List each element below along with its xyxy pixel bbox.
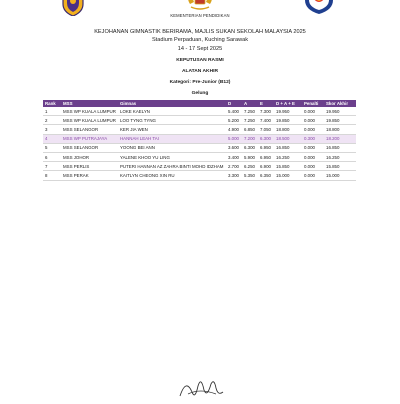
col-header-d: D	[226, 100, 242, 107]
cell-e: 6.300	[258, 134, 274, 143]
ministry-coat-of-arms-logo	[186, 0, 214, 12]
cell-a: 7.250	[242, 116, 258, 125]
cell-a: 6.300	[242, 143, 258, 152]
cell-penalty: 0.000	[302, 125, 324, 134]
cell-total: 18.800	[274, 125, 302, 134]
cell-d: 3.600	[226, 143, 242, 152]
col-header-rank: Rank	[43, 100, 61, 107]
cell-d: 5.400	[226, 107, 242, 116]
cell-e: 6.950	[258, 152, 274, 161]
table-row	[43, 152, 356, 161]
cell-rank: 1	[43, 107, 61, 116]
cell-gymnast: KER JIA WEN	[118, 125, 226, 134]
cell-mss: MSS PERLIS	[61, 162, 118, 171]
cell-final-score: 15.000	[324, 171, 356, 180]
cell-rank: 8	[43, 171, 61, 180]
cell-total: 18.500	[274, 134, 302, 143]
cell-mss: MSS PERAK	[61, 171, 118, 180]
cell-d: 5.200	[226, 116, 242, 125]
cell-total: 19.950	[274, 107, 302, 116]
cell-d: 5.000	[226, 134, 242, 143]
cell-final-score: 18.800	[324, 125, 356, 134]
cell-a: 6.850	[242, 125, 258, 134]
cell-gymnast: KAITLYN CHEONG XIN RU	[118, 171, 226, 180]
cell-penalty: 0.000	[302, 171, 324, 180]
event-name: Gelung	[191, 91, 209, 96]
cell-rank: 5	[43, 143, 61, 152]
col-header-total: D + A + E	[274, 100, 302, 107]
cell-e: 6.950	[258, 143, 274, 152]
cell-gymnast: LOKE KAELYN	[118, 107, 226, 116]
cell-e: 7.050	[258, 125, 274, 134]
table-row	[43, 143, 356, 152]
cell-e: 6.900	[258, 162, 274, 171]
cell-total: 19.850	[274, 116, 302, 125]
cell-penalty: 0.000	[302, 162, 324, 171]
table-row	[43, 116, 356, 125]
col-header-gymnast: Gimnas	[118, 100, 226, 107]
cell-penalty: 0.000	[302, 143, 324, 152]
table-row	[43, 134, 356, 143]
cell-final-score: 16.850	[324, 143, 356, 152]
cell-total: 16.250	[274, 152, 302, 161]
cell-mss: MSS SELANGOR	[61, 143, 118, 152]
cell-penalty: 0.000	[302, 152, 324, 161]
cell-final-score: 18.200	[324, 134, 356, 143]
cell-e: 7.300	[258, 107, 274, 116]
table-row	[43, 162, 356, 171]
cell-gymnast: PUTERI HANNAN AZ ZAHRA BINTI MOHD IDZHAM	[118, 162, 226, 171]
cell-e: 6.350	[258, 171, 274, 180]
cell-penalty: 0.000	[302, 107, 324, 116]
venue: Stadium Perpaduan, Kuching Sarawak	[151, 37, 249, 44]
cell-gymnast: HANNAH LEAH TAI	[118, 134, 226, 143]
results-table	[43, 100, 356, 181]
event-dates: 14 - 17 Sept 2025	[177, 45, 223, 52]
championship-title: KEJOHANAN GIMNASTIK BERIRAMA, MAJLIS SUKAN SEKOLAH MALAYSIA 2025	[94, 29, 306, 35]
cell-final-score: 19.950	[324, 107, 356, 116]
cell-final-score: 16.250	[324, 152, 356, 161]
cell-d: 3.400	[226, 152, 242, 161]
cell-gymnast: YALENE KHOO YU LING	[118, 152, 226, 161]
cell-mss: MSS WP KUALA LUMPUR	[61, 107, 118, 116]
cell-a: 7.250	[242, 107, 258, 116]
col-header-a: A	[242, 100, 258, 107]
cell-penalty: 0.300	[302, 134, 324, 143]
cell-a: 5.900	[242, 152, 258, 161]
table-header-row	[43, 100, 356, 107]
cell-gymnast: YOONG BEI ANN	[118, 143, 226, 152]
cell-d: 2.700	[226, 162, 242, 171]
apparatus-title: ALATAN AKHIR	[181, 69, 219, 74]
category-label: Kategori: Pre-Junior (B12)	[169, 80, 231, 85]
table-row	[43, 171, 356, 180]
cell-rank: 4	[43, 134, 61, 143]
cell-d: 3.300	[226, 171, 242, 180]
col-header-penalty: Penalti	[302, 100, 324, 107]
result-type: KEPUTUSAN RASMI	[176, 58, 224, 63]
col-header-mss: MSS	[61, 100, 118, 107]
col-header-final-score: Skor Akhir	[324, 100, 356, 107]
table-row	[43, 107, 356, 116]
cell-e: 7.400	[258, 116, 274, 125]
cell-rank: 7	[43, 162, 61, 171]
ministry-name: KEMENTERIAN PENDIDIKAN	[170, 13, 230, 18]
event-header	[0, 28, 400, 53]
cell-mss: MSS SELANGOR	[61, 125, 118, 134]
cell-total: 15.850	[274, 162, 302, 171]
cell-mss: MSS JOHOR	[61, 152, 118, 161]
sarawak-sports-logo	[303, 0, 335, 14]
cell-final-score: 19.850	[324, 116, 356, 125]
cell-rank: 6	[43, 152, 61, 161]
cell-mss: MSS WP PUTRAJAYA	[61, 134, 118, 143]
cell-a: 6.250	[242, 162, 258, 171]
table-row	[43, 125, 356, 134]
cell-total: 16.850	[274, 143, 302, 152]
cell-gymnast: LOO TYNG TYNG	[118, 116, 226, 125]
cell-rank: 3	[43, 125, 61, 134]
cell-d: 4.900	[226, 125, 242, 134]
cell-total: 15.000	[274, 171, 302, 180]
cell-a: 7.200	[242, 134, 258, 143]
cell-final-score: 15.850	[324, 162, 356, 171]
cell-rank: 2	[43, 116, 61, 125]
col-header-e: E	[258, 100, 274, 107]
cell-penalty: 0.000	[302, 116, 324, 125]
cell-mss: MSS WP KUALA LUMPUR	[61, 116, 118, 125]
cell-a: 5.350	[242, 171, 258, 180]
